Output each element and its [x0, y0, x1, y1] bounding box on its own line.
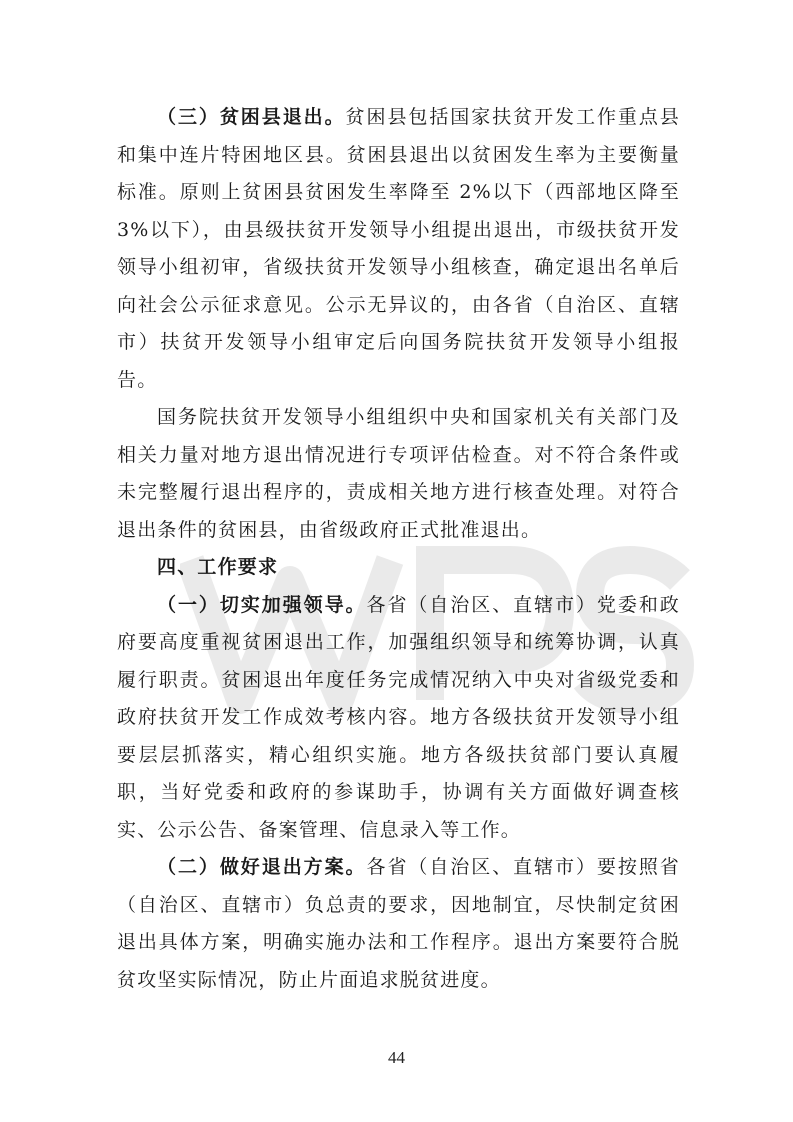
paragraph-state-council-inspection: [117, 399, 680, 549]
page-number: 44: [388, 1048, 405, 1067]
paragraph-exit-plan: [117, 849, 680, 999]
paragraph-strengthen-leadership: [117, 587, 680, 850]
paragraph-text: 各省（自治区、直辖市）要按照省（自治区、直辖市）负总责的要求，因地制宜，尽快制定贫困退出具体方案，明确实施办法和工作程序。退出方案要符合脱贫攻坚实际情况，防止片面追求脱贫进度。: [117, 856, 680, 991]
paragraph-lead: （三）贫困县退出。: [157, 106, 346, 128]
paragraph-lead: （一）切实加强领导。: [157, 593, 367, 616]
paragraph-text: 贫困县包括国家扶贫开发工作重点县和集中连片特困地区县。贫困县退出以贫困发生率为主要衡量标准。原则上贫困县贫困发生率降至 2%以下（西部地区降至 3%以下），由县级扶贫开发领导小组提出退出，市级扶贫开发领导小组初审，省级扶贫开发领导小组核查，确定退出名单后向社会公示征求意见。公示无异议的，由各省（自治区、直辖市）扶贫开发领导小组审定后向国务院扶贫开发领导小组报告。: [117, 106, 680, 391]
paragraph-lead: （二）做好退出方案。: [157, 856, 367, 878]
paragraph-text: 国务院扶贫开发领导小组组织中央和国家机关有关部门及相关力量对地方退出情况进行专项评估检查。对不符合条件或未完整履行退出程序的，责成相关地方进行核查处理。对符合退出条件的贫困县，由省级政府正式批准退出。: [117, 406, 680, 541]
paragraph-text: 各省（自治区、直辖市）党委和政府要高度重视贫困退出工作，加强组织领导和统筹协调，认真履行职责。贫困退出年度任务完成情况纳入中央对省级党委和政府扶贫开发工作成效考核内容。地方各级扶贫开发领导小组要层层抓落实，精心组织实施。地方各级扶贫部门要认真履职，当好党委和政府的参谋助手，协调有关方面做好调查核实、公示公告、备案管理、信息录入等工作。: [117, 593, 680, 841]
section-heading: 四、工作要求: [157, 556, 279, 578]
paragraph-county-exit: [117, 99, 680, 399]
document-body: [117, 99, 680, 999]
